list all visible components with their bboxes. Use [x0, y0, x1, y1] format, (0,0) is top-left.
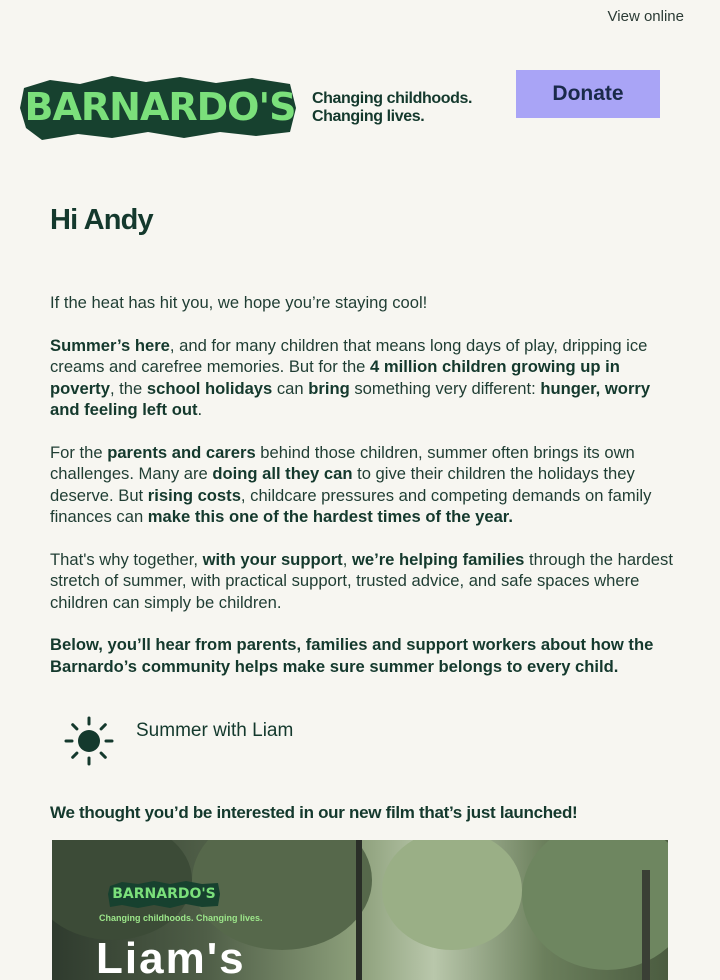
body-text-span: For the	[50, 442, 108, 462]
bold-text: parents and carers	[107, 442, 256, 462]
bold-text: 4 million children growing up in poverty	[50, 357, 620, 398]
barnardos-logo[interactable]	[20, 74, 300, 140]
paragraph-3	[50, 442, 680, 528]
feature-label[interactable]: Summer with Liam	[136, 720, 294, 741]
tree-trunk	[642, 870, 650, 980]
logo-wordmark: BARNARDO'S	[24, 85, 296, 129]
donate-button[interactable]: Donate	[516, 70, 660, 118]
body-text-span: to give their children the holidays they deserve. But	[50, 464, 635, 505]
brand-tagline	[312, 90, 472, 126]
sun-icon	[64, 716, 114, 766]
view-online-link[interactable]: View online	[607, 8, 684, 25]
body-text-span: ,	[342, 549, 352, 569]
paragraph-2	[50, 335, 680, 421]
bold-text: bring	[308, 378, 350, 398]
email-body	[50, 292, 680, 698]
bold-text: school holidays	[146, 378, 273, 398]
paragraph-5: Below, you’ll hear from parents, families and support workers about how the Barnardo’s community helps make sure summer belongs to every child.	[50, 635, 654, 676]
body-text-span: , and for many children that means long days of play, dripping ice creams and carefree memories. But for the	[50, 335, 648, 376]
tree-trunk	[356, 840, 362, 980]
bold-text: with your support	[202, 549, 343, 569]
bold-text: make this one of the hardest times of the year.	[147, 507, 513, 526]
bold-text: we’re helping families	[351, 549, 525, 569]
greeting-heading: Hi Andy	[50, 204, 153, 236]
bold-text: rising costs	[147, 485, 241, 505]
body-text-span: That's why together,	[50, 549, 203, 569]
body-text-span: behind those children, summer often brings its own challenges. Many are	[50, 442, 635, 483]
film-logo	[108, 880, 220, 908]
tree-foliage	[382, 840, 522, 950]
paragraph-1: If the heat has hit you, we hope you’re staying cool!	[50, 293, 428, 312]
film-intro-text: We thought you’d be interested in our new film that’s just launched!	[50, 803, 578, 822]
body-text-span: can	[272, 378, 309, 398]
film-logo-wordmark: BARNARDO'S	[112, 886, 216, 902]
tagline-line-1: Changing childhoods.	[312, 90, 472, 107]
film-title: Liam's	[96, 934, 246, 980]
film-thumbnail[interactable]	[52, 840, 668, 980]
film-tagline: Changing childhoods. Changing lives.	[99, 913, 263, 923]
feature-summer-with-liam[interactable]	[64, 716, 464, 768]
bold-text: hunger, worry and feeling left out	[50, 378, 651, 419]
paragraph-4	[50, 549, 680, 614]
body-text-span: , childcare pressures and competing demands on family finances can	[50, 485, 652, 526]
body-text-span: .	[197, 400, 203, 419]
email-header	[20, 68, 660, 148]
bold-text: doing all they can	[212, 464, 353, 483]
tagline-line-2: Changing lives.	[312, 108, 425, 125]
body-text-span: , the	[109, 378, 147, 398]
body-text-span: something very different:	[349, 378, 541, 398]
bold-text: Summer’s here	[50, 335, 170, 355]
body-text-span: through the hardest stretch of summer, with practical support, trusted advice, and safe spaces where children can simply be children.	[50, 549, 673, 612]
